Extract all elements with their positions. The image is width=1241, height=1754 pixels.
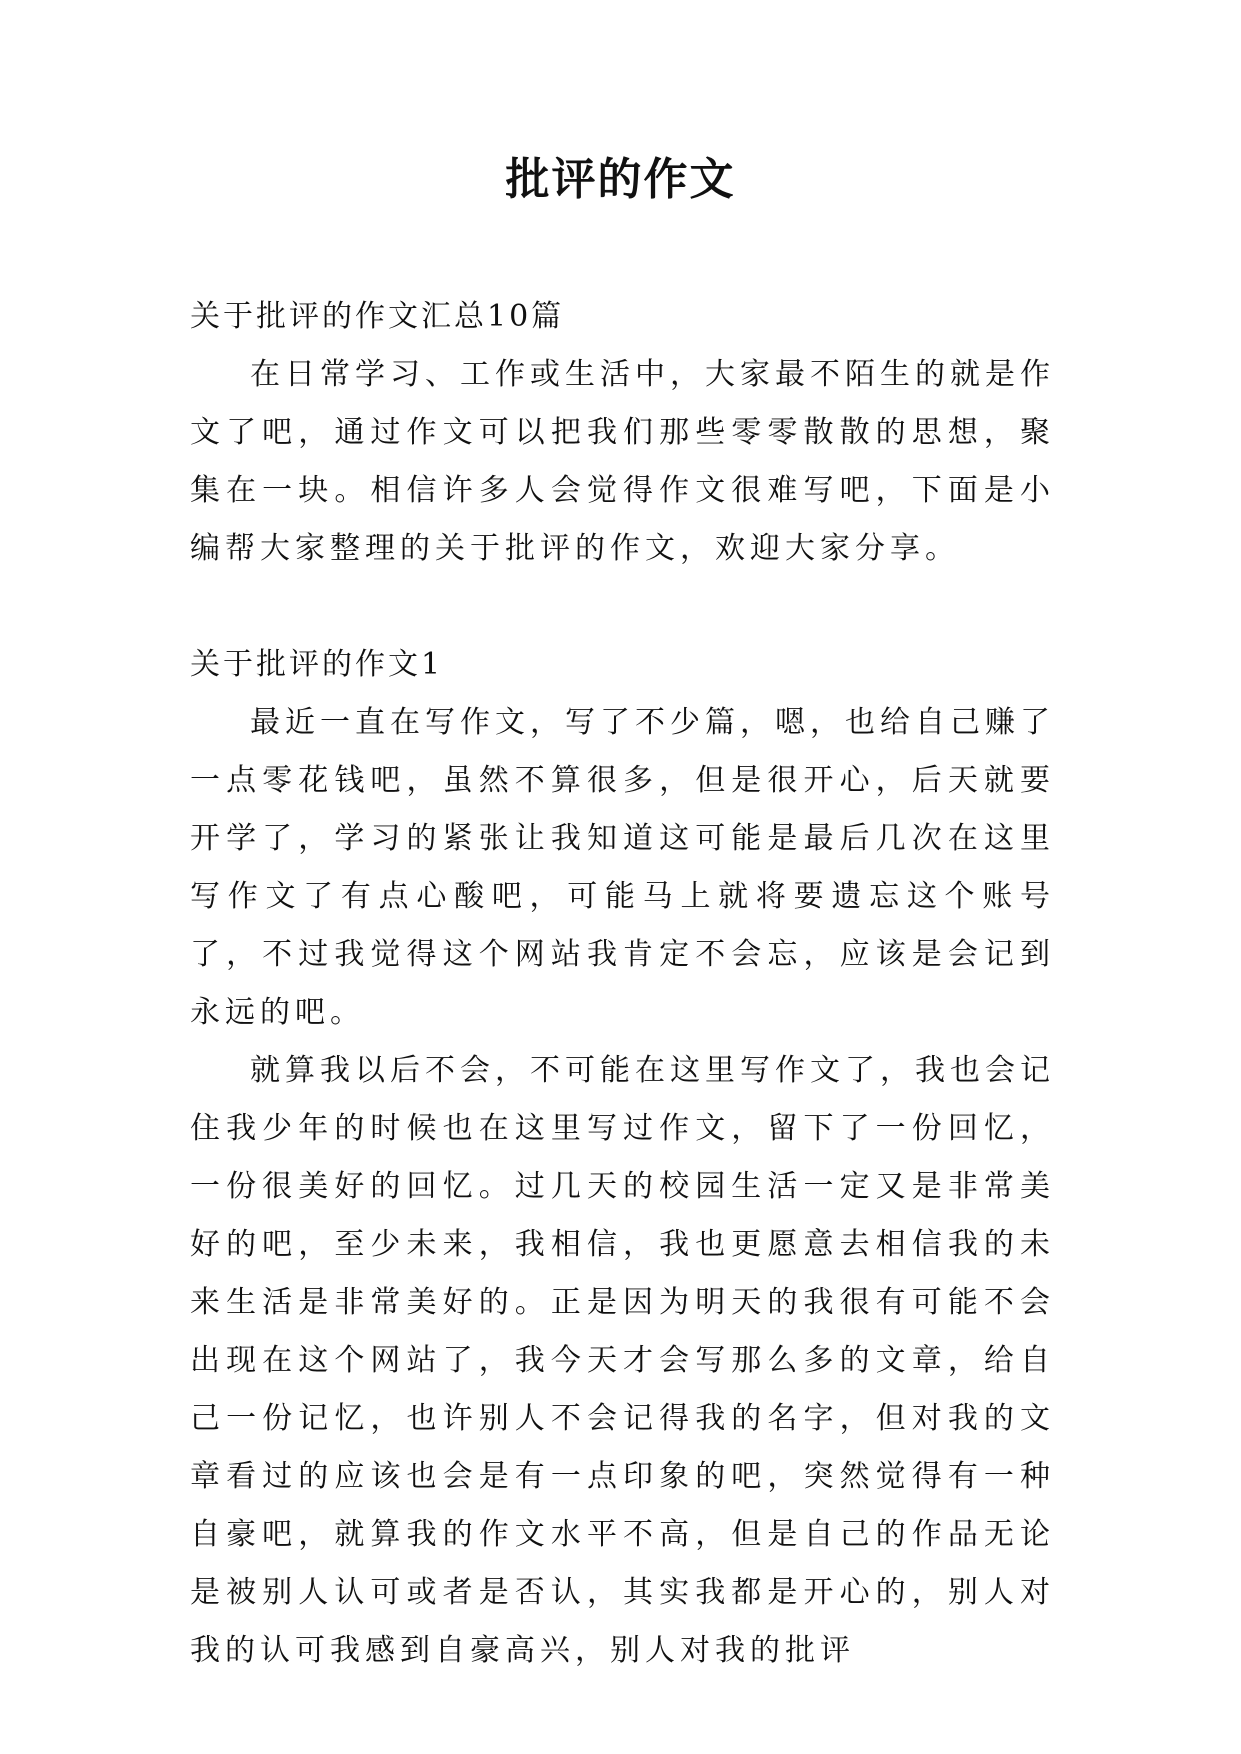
document-title: 批评的作文	[505, 154, 736, 205]
section-heading: 关于批评的作文1	[190, 647, 444, 682]
section-spacer	[190, 578, 1055, 636]
body-paragraph: 就算我以后不会，不可能在这里写作文了，我也会记住我少年的时候也在这里写过作文，留下了一份回忆，一份很美好的回忆。过几天的校园生活一定又是非常美好的吧，至少未来，我相信，我也更愿意去相信我的未来生活是非常美好的。正是因为明天的我很有可能不会出现在这个网站了，我今天才会写那么多的文章，给自己一份记忆，也许别人不会记得我的名字，但对我的文章看过的应该也会是有一点印象的吧，突然觉得有一种自豪吧，就算我的作文水平不高，但是自己的作品无论是被别人认可或者是否认，其实我都是开心的，别人对我的认可我感到自豪高兴，别人对我的批评	[190, 1053, 1055, 1668]
document-body	[190, 288, 1055, 1680]
intro-paragraph: 在日常学习、工作或生活中，大家最不陌生的就是作文了吧，通过作文可以把我们那些零零散散的思想，聚集在一块。相信许多人会觉得作文很难写吧，下面是小编帮大家整理的关于批评的作文，欢迎大家分享。	[190, 357, 1055, 566]
body-paragraph: 最近一直在写作文，写了不少篇，嗯，也给自己赚了一点零花钱吧，虽然不算很多，但是很开心，后天就要开学了，学习的紧张让我知道这可能是最后几次在这里写作文了有点心酸吧，可能马上就将要遗忘这个账号了，不过我觉得这个网站我肯定不会忘，应该是会记到永远的吧。	[190, 705, 1055, 1030]
summary-heading: 关于批评的作文汇总10篇	[190, 299, 565, 334]
